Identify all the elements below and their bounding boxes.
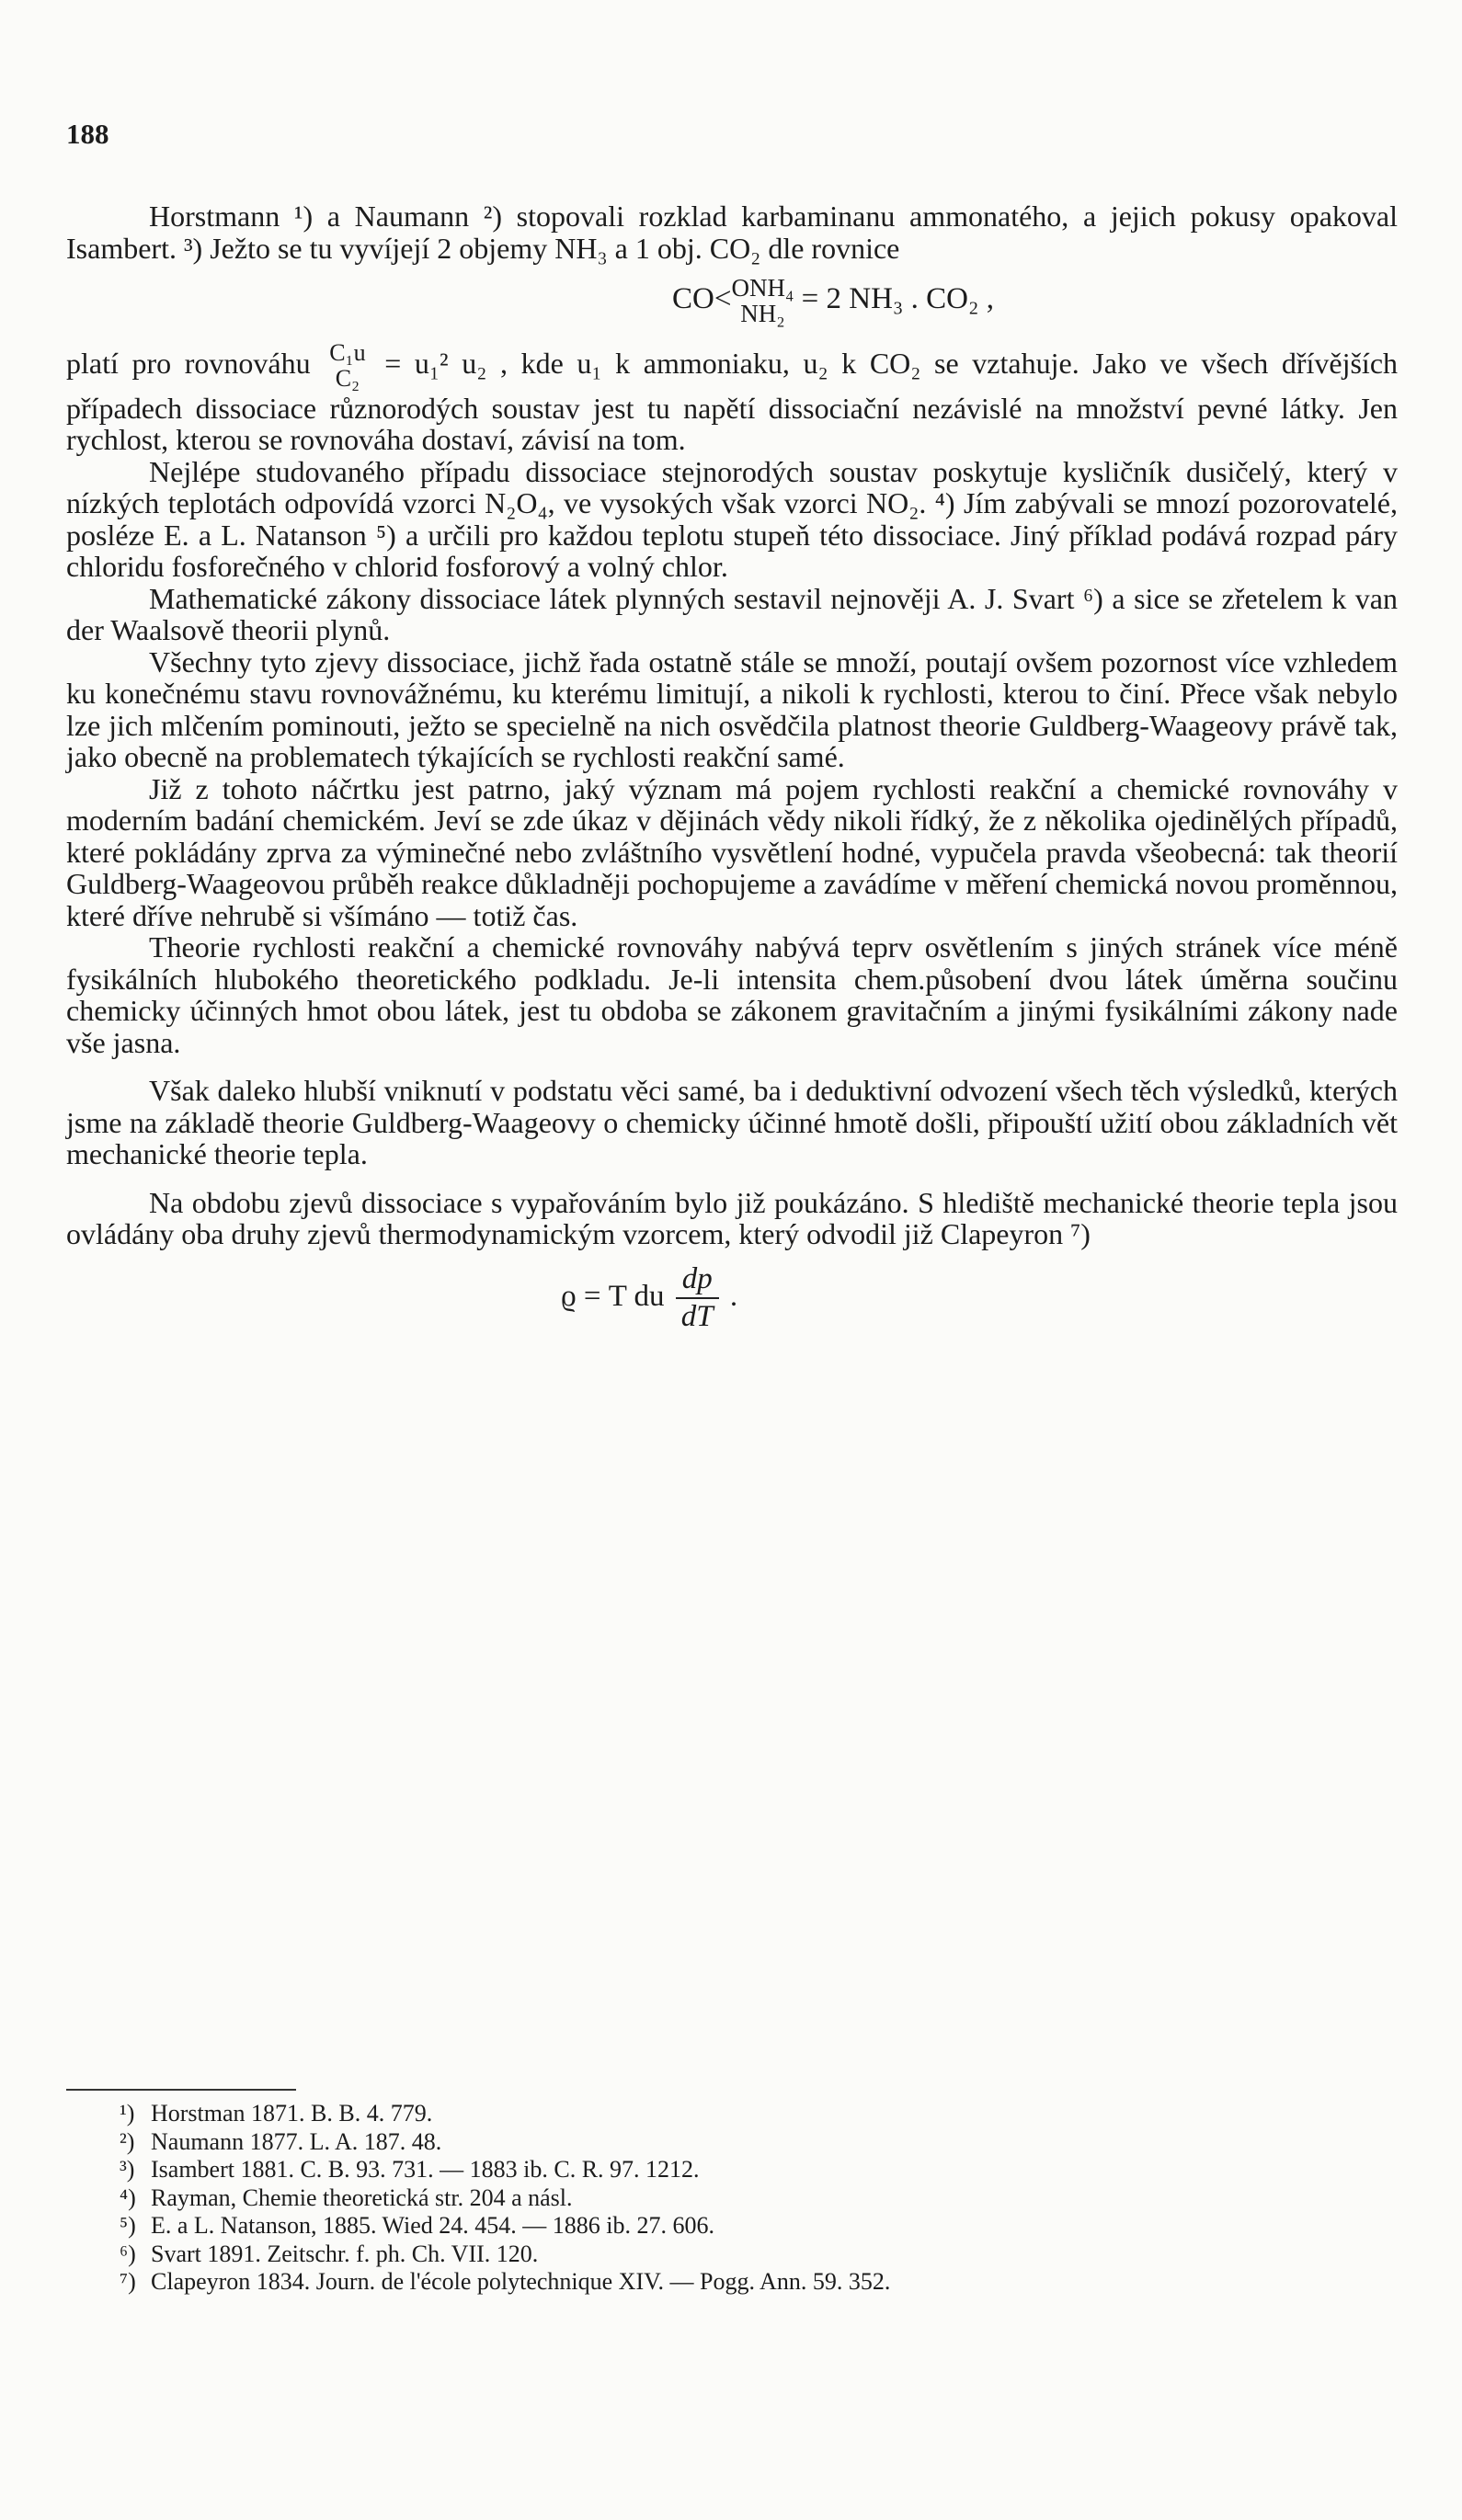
equation-rhs: = 2 NH₃ . CO₂ , — [801, 281, 995, 315]
equilibrium-fraction — [329, 340, 365, 393]
equation-stack-bottom: NH₂ — [740, 300, 785, 328]
footnote-text: Horstman 1871. B. B. 4. 779. — [151, 2100, 433, 2127]
equation-stack — [731, 275, 794, 327]
paragraph-2-start: platí pro rovnováhu — [66, 346, 311, 380]
fraction-denominator: C₂ — [335, 365, 360, 393]
fraction-numerator: C₁u — [329, 338, 366, 366]
paragraph-4: Mathematické zákony dissociace látek plynných sestavil nejnověji A. J. Svart ⁶) a sice se zřetelem k van der Waalsově theorii plynů. — [66, 581, 1398, 647]
equation-lhs: CO — [671, 281, 714, 315]
paragraph-1: Horstmann ¹) a Naumann ²) stopovali rozklad karbaminanu ammonatého, a jejich pokusy opakoval Isambert. ³) Ježto se tu vyvíjejí 2 objemy NH₃ a 1 obj. CO₂ dle rovnice — [66, 200, 1398, 265]
footnote-text: Isambert 1881. C. B. 93. 731. — 1883 ib. C. R. 97. 1212. — [151, 2156, 700, 2183]
footnote-mark: ⁷) — [120, 2268, 136, 2295]
footnote-mark: ³) — [120, 2156, 135, 2183]
footnote-mark: ²) — [120, 2127, 135, 2155]
paragraph-2-rest: = u₁² u₂ , kde u₁ k ammoniaku, u₂ k CO₂ se vztahuje. Jako ve všech dřívějších případech dissociace různorodých soustav jest tu napětí dissociační nezávislé na množství pevné látky. Jen rychlost, kterou se rovnováha dostaví, závisí na tom. — [66, 346, 1399, 457]
paragraph-3: Nejlépe studovaného případu dissociace stejnorodých soustav poskytuje kysličník dusičelý, který v nízkých teplotách odpovídá vzorci N₂O₄, ve vysokých však vzorci NO₂. ⁴) Jím zabývali se mnozí pozorovatelé, posléze E. a L. Natanson ⁵) a určili pro každou teplotu stupeň této dissociace. Jiný příklad podává rozpad páry chloridu fosforečného v chlorid fosforový a volný chlor. — [66, 454, 1398, 584]
paragraph-9: Na obdobu zjevů dissociace s vypařováním bylo již poukázáno. S hlediště mechanické theorie tepla jsou ovládány oba druhy zjevů thermodynamickým vzorcem, který odvodil již Clapeyron ⁷) — [66, 1185, 1398, 1251]
footnote — [120, 2212, 1388, 2241]
equation-clapeyron — [66, 1261, 1398, 1336]
paragraph-7: Theorie rychlosti reakční a chemické rovnováhy nabývá teprv osvětlením s jiných stránek více méně fysikálních hlubokého theoretického podkladu. Je-li intensita chem.působení dvou látek úměrna součinu chemicky účinných hmot obou látek, jest tu obdoba se zákonem gravitačním a jinými fysikálními zákony nade vše jasna. — [66, 930, 1398, 1059]
clapeyron-fraction — [676, 1261, 719, 1336]
footnote-text: Svart 1891. Zeitschr. f. ph. Ch. VII. 120. — [151, 2240, 539, 2267]
footnote-mark: ⁵) — [120, 2212, 136, 2239]
page-number: 188 — [66, 118, 109, 150]
body-text — [66, 200, 1398, 1349]
footnote-mark: ⁴) — [120, 2184, 136, 2211]
footnote — [120, 2156, 1388, 2184]
paragraph-8: Však daleko hlubší vniknutí v podstatu věci samé, ba i deduktivní odvození všech těch výsledků, kterých jsme na základě theorie Guldberg-Waageovy o chemicky účinné hmotě došli, připouští užití obou základních vět mechanické theorie tepla. — [66, 1074, 1398, 1171]
footnote — [120, 2184, 1388, 2213]
footnote — [120, 2268, 1388, 2297]
footnote-mark: ⁶) — [120, 2240, 136, 2267]
footnote — [120, 2128, 1388, 2157]
footnote-divider — [66, 2089, 296, 2091]
footnote-mark: ¹) — [120, 2100, 135, 2127]
less-than-symbol: < — [714, 281, 732, 315]
footnote-text: Rayman, Chemie theoretická str. 204 a násl. — [151, 2184, 573, 2211]
footnote-text: Naumann 1877. L. A. 187. 48. — [151, 2127, 442, 2155]
clapeyron-denominator: dT — [680, 1300, 714, 1334]
footnote-text: Clapeyron 1834. Journ. de l'école polytechnique XIV. — Pogg. Ann. 59. 352. — [151, 2268, 891, 2295]
equation-carbamate — [66, 275, 1398, 327]
clapeyron-end: . — [729, 1280, 738, 1314]
footnote — [120, 2100, 1388, 2128]
footnote-text: E. a L. Natanson, 1885. Wied 24. 454. — 1886 ib. 27. 606. — [151, 2212, 715, 2239]
footnote — [120, 2241, 1388, 2269]
clapeyron-lhs: ϱ = T du — [560, 1280, 665, 1314]
equation-stack-top: ONH₄ — [731, 274, 794, 302]
paragraph-5: Všechny tyto zjevy dissociace, jichž řada ostatně stále se množí, poutají ovšem pozornost více vzhledem ku konečnému stavu rovnovážnému, ku kterému limitují, a nikoli k rychlosti, kterou to činí. Přece však nebylo lze jich mlčením pominouti, ježto se specielně na nich osvědčila platnost theorie Guldberg-Waageovy právě tak, jako obecně na problematech týkajících se rychlosti reakční samé. — [66, 644, 1398, 774]
clapeyron-numerator: dp — [676, 1261, 719, 1300]
paragraph-2 — [66, 340, 1398, 456]
footnotes — [120, 2100, 1388, 2297]
paragraph-6: Již z tohoto náčrtku jest patrno, jaký význam má pojem rychlosti reakční a chemické rovnováhy v moderním badání chemickém. Jeví se zde úkaz v dějinách vědy nikoli řídký, že z několika ojedinělých případů, které pokládány zprva za výminečné nebo zvláštního vysvětlení hodné, vypučela pravda všeobecná: tak theorií Guldberg-Waageovou průběh reakce důkladněji pochopujeme a zavádíme v měření chemická novou proměnnou, které dříve nehrubě si všímáno — totiž čas. — [66, 771, 1398, 932]
